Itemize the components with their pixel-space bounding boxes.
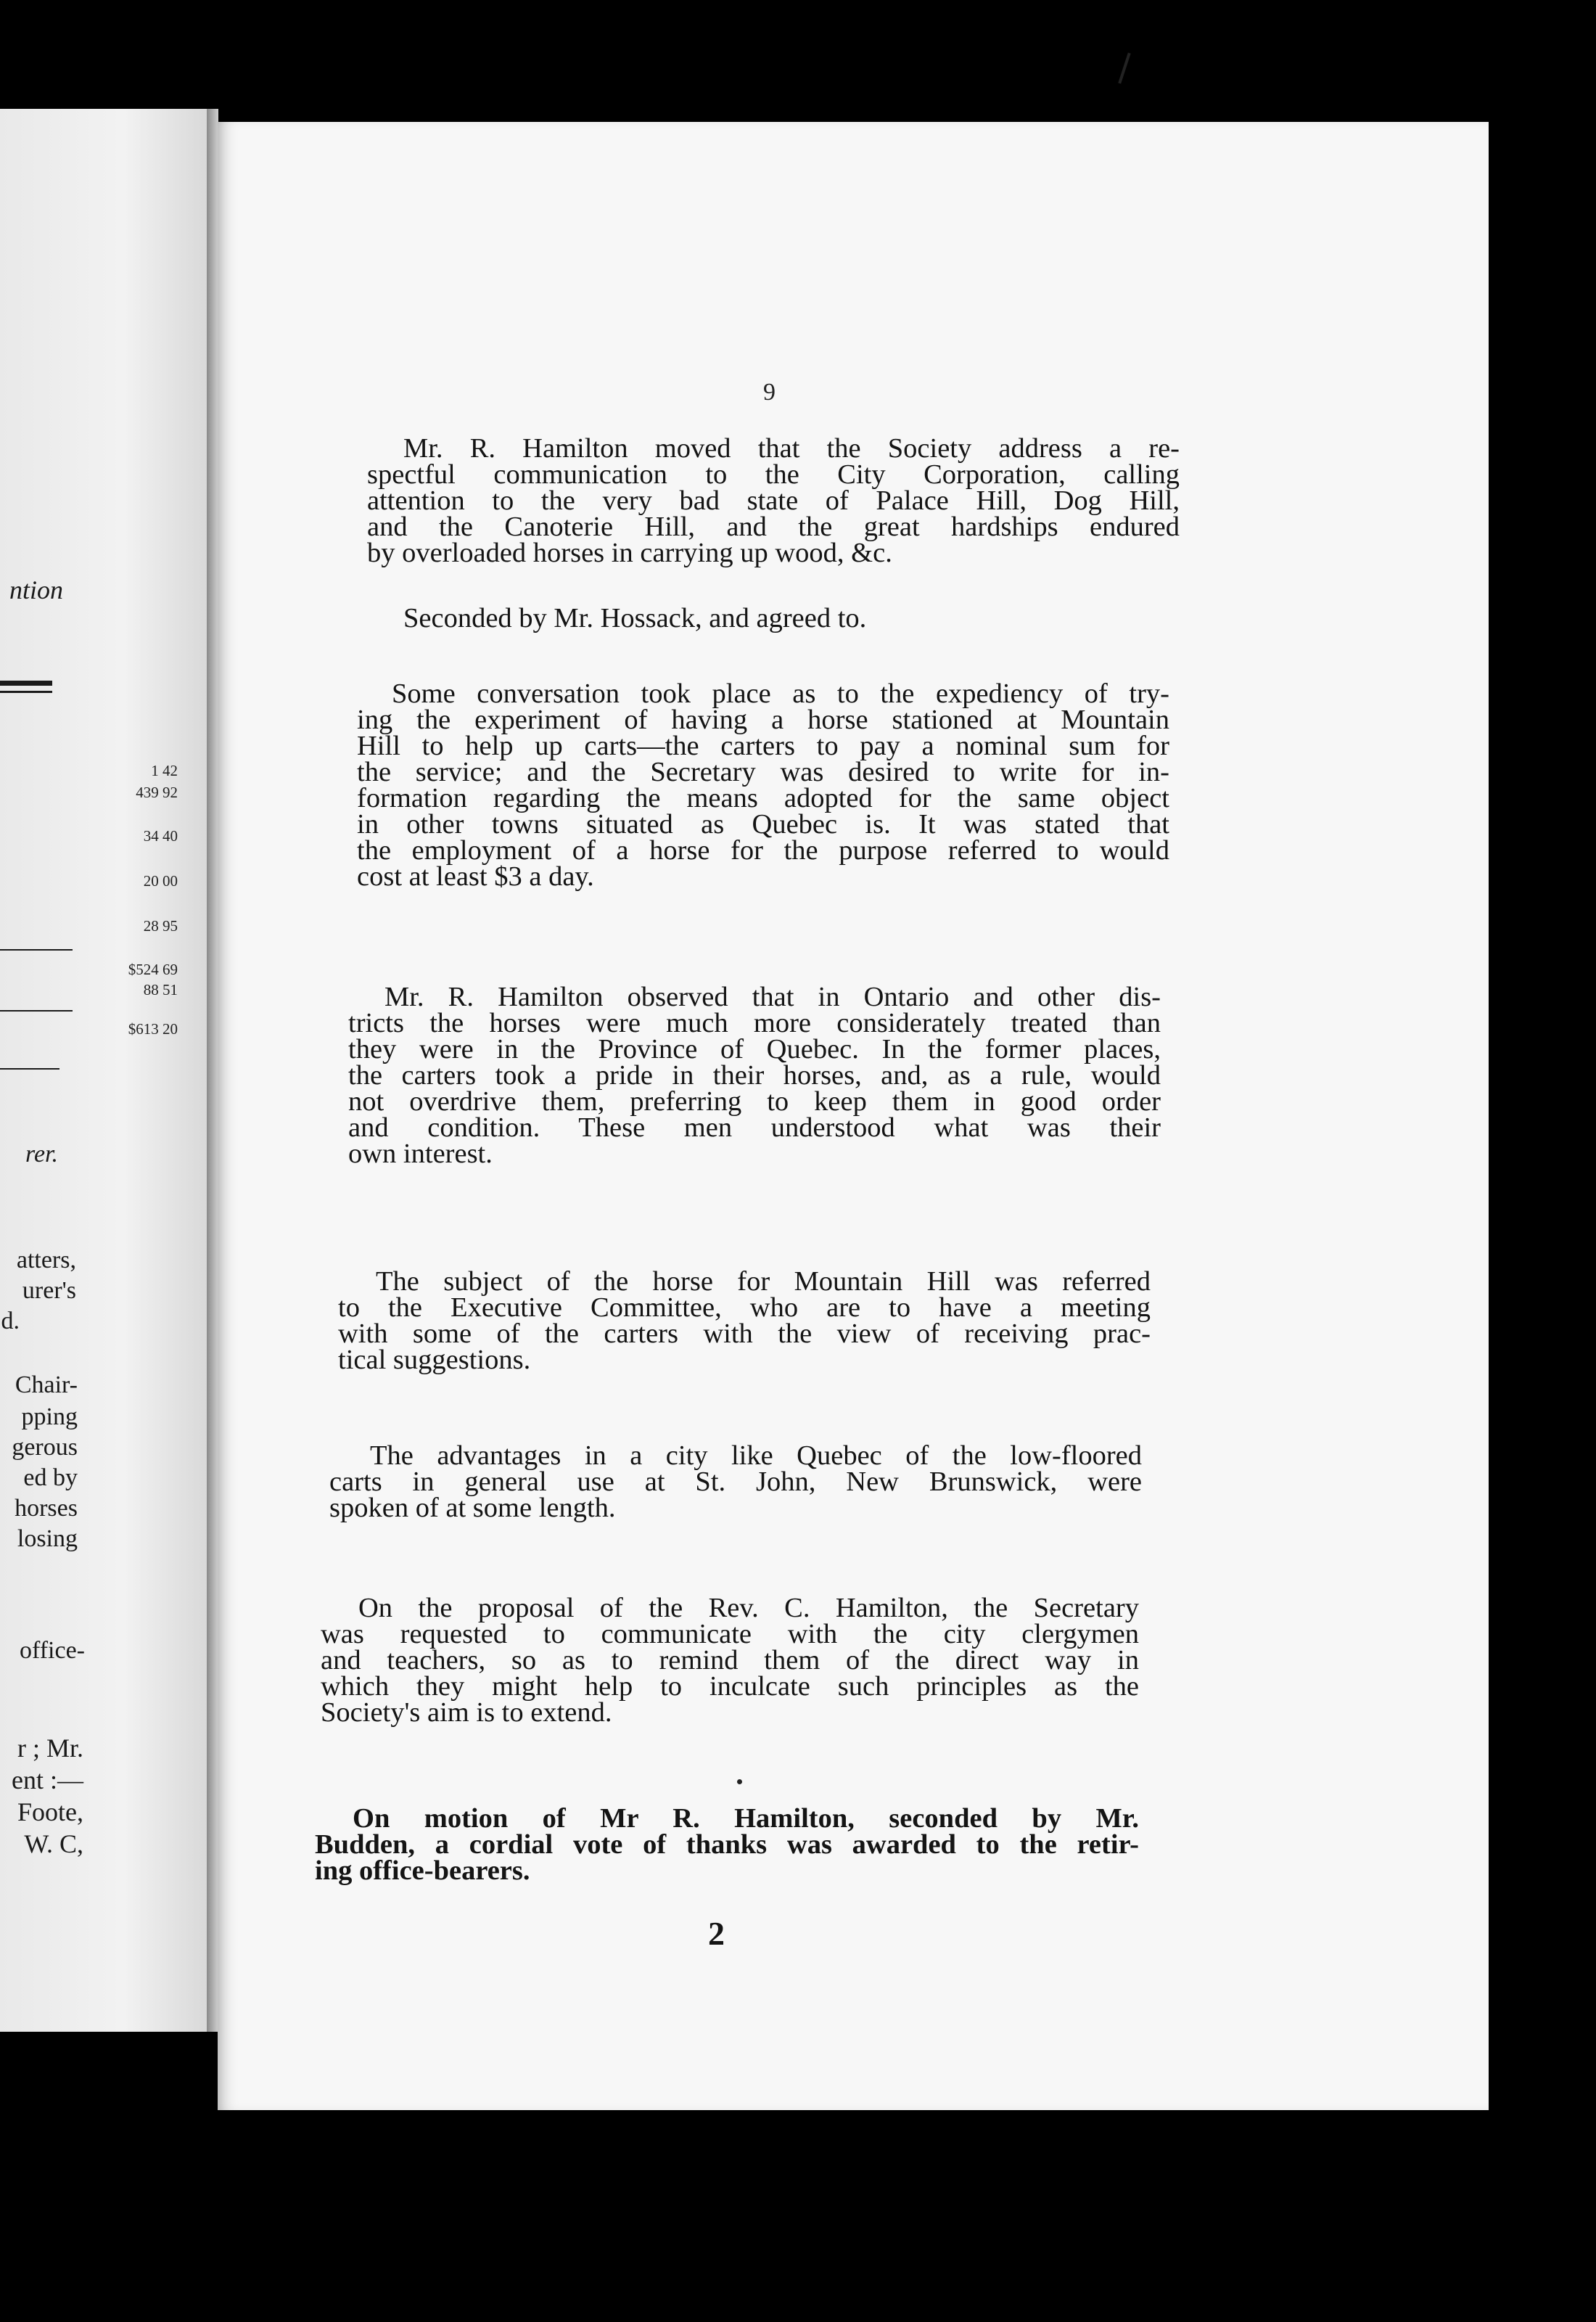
paragraph <box>329 1440 1142 1523</box>
text-line: ing the experiment of having a horse stationed at Mountain <box>357 705 1169 735</box>
book-gutter <box>207 109 218 2032</box>
text-line: in other towns situated as Quebec is. It was stated that <box>357 809 1169 840</box>
text-line: tricts the horses were much more considerately treated than <box>348 1008 1161 1038</box>
text-line: On motion of Mr R. Hamilton, seconded by Mr. <box>353 1803 1139 1834</box>
text-line: tical suggestions. <box>338 1345 531 1375</box>
left-page-text-line: urer's <box>22 1277 76 1304</box>
signature-mark: 2 <box>708 1915 725 1952</box>
left-page-text-line: atters, <box>16 1247 76 1273</box>
text-line: spoken of at some length. <box>329 1493 616 1523</box>
text-line: Mr. R. Hamilton moved that the Society address a re- <box>403 433 1180 464</box>
paragraph <box>348 984 1161 1167</box>
left-page-text-line: d. <box>1 1308 20 1334</box>
left-page-number: $613 20 <box>128 1020 178 1038</box>
left-page-number: 88 51 <box>143 981 178 998</box>
paragraph <box>338 1268 1151 1373</box>
left-page-text-line: ed by <box>23 1464 78 1491</box>
text-line: the carters took a pride in their horses, and, as a rule, would <box>348 1060 1161 1091</box>
text-line: Seconded by Mr. Hossack, and agreed to. <box>403 603 867 633</box>
text-line: Some conversation took place as to the expediency of try- <box>392 678 1169 709</box>
left-page-number: $524 69 <box>128 961 178 978</box>
left-page-number: 1 42 <box>151 762 178 779</box>
text-line: cost at least $3 a day. <box>357 861 594 892</box>
paragraph <box>357 678 1169 892</box>
paragraph <box>321 1595 1139 1726</box>
left-page-rule <box>0 1068 59 1070</box>
left-facing-page <box>0 109 207 2032</box>
text-line: own interest. <box>348 1139 493 1169</box>
text-line: The subject of the horse for Mountain Hill was referred <box>376 1266 1151 1297</box>
left-page-number: 439 92 <box>136 784 178 801</box>
text-line: On the proposal of the Rev. C. Hamilton, the Secretary <box>358 1593 1139 1623</box>
left-page-text-line: ent :— <box>12 1765 83 1794</box>
left-page-text-line: Foote, <box>17 1797 83 1826</box>
text-line: and condition. These men understood what was their <box>348 1112 1161 1143</box>
text-line: carts in general use at St. John, New Brunswick, were <box>329 1466 1142 1497</box>
text-line: by overloaded horses in carrying up wood, &c. <box>367 538 892 568</box>
text-line: and the Canoterie Hill, and the great hardships endured <box>367 512 1180 542</box>
left-page-number: 28 95 <box>143 917 178 935</box>
left-page-text-line: r ; Mr. <box>17 1734 83 1763</box>
left-page-number: 34 40 <box>143 827 178 845</box>
text-line: to the Executive Committee, who are to have a meeting <box>338 1292 1151 1323</box>
ink-dot <box>737 1779 742 1784</box>
text-line: and teachers, so as to remind them of the direct way in <box>321 1645 1139 1675</box>
text-line: Mr. R. Hamilton observed that in Ontario and other dis- <box>384 982 1161 1012</box>
page-number: 9 <box>763 379 776 406</box>
pencil-mark <box>1118 52 1130 83</box>
text-line: ing office-bearers. <box>315 1855 530 1886</box>
text-line: the service; and the Secretary was desired to write for in- <box>357 757 1169 787</box>
text-line: was requested to communicate with the city clergymen <box>321 1619 1139 1649</box>
paragraph <box>367 435 1180 566</box>
left-page-text-line: losing <box>17 1525 78 1552</box>
left-page-rule <box>0 681 52 686</box>
text-line: which they might help to inculcate such principles as the <box>321 1671 1139 1702</box>
left-page-text-line: office- <box>20 1637 85 1664</box>
left-page-text-line: pping <box>21 1403 78 1430</box>
left-page-text-line: Chair- <box>15 1371 78 1398</box>
text-line: attention to the very bad state of Palace Hill, Dog Hill, <box>367 485 1180 516</box>
text-line: spectful communication to the City Corporation, calling <box>367 459 1180 490</box>
text-line: Hill to help up carts—the carters to pay a nominal sum for <box>357 731 1169 761</box>
text-line: not overdrive them, preferring to keep them in good order <box>348 1086 1161 1117</box>
text-line: formation regarding the means adopted for the same object <box>357 783 1169 813</box>
paragraph <box>315 1805 1139 1884</box>
text-line: The advantages in a city like Quebec of the low-floored <box>370 1440 1142 1471</box>
left-page-text-line: horses <box>15 1495 78 1522</box>
text-line: the employment of a horse for the purpose referred to would <box>357 835 1169 866</box>
text-line: they were in the Province of Quebec. In the former places, <box>348 1034 1161 1064</box>
left-page-text-line: gerous <box>12 1434 78 1461</box>
left-page-rule <box>0 691 52 693</box>
text-line: with some of the carters with the view of receiving prac- <box>338 1318 1151 1349</box>
paragraph <box>403 605 1129 631</box>
text-line: Budden, a cordial vote of thanks was awarded to the retir- <box>315 1829 1139 1860</box>
left-page-rule <box>0 1010 73 1012</box>
left-page-text-line: rer. <box>25 1141 58 1168</box>
left-page-number: 20 00 <box>143 872 178 890</box>
text-line: Society's aim is to extend. <box>321 1697 612 1728</box>
left-page-text-line: W. C, <box>24 1829 83 1858</box>
left-page-heading: ntion <box>9 575 63 604</box>
left-page-rule <box>0 949 73 951</box>
